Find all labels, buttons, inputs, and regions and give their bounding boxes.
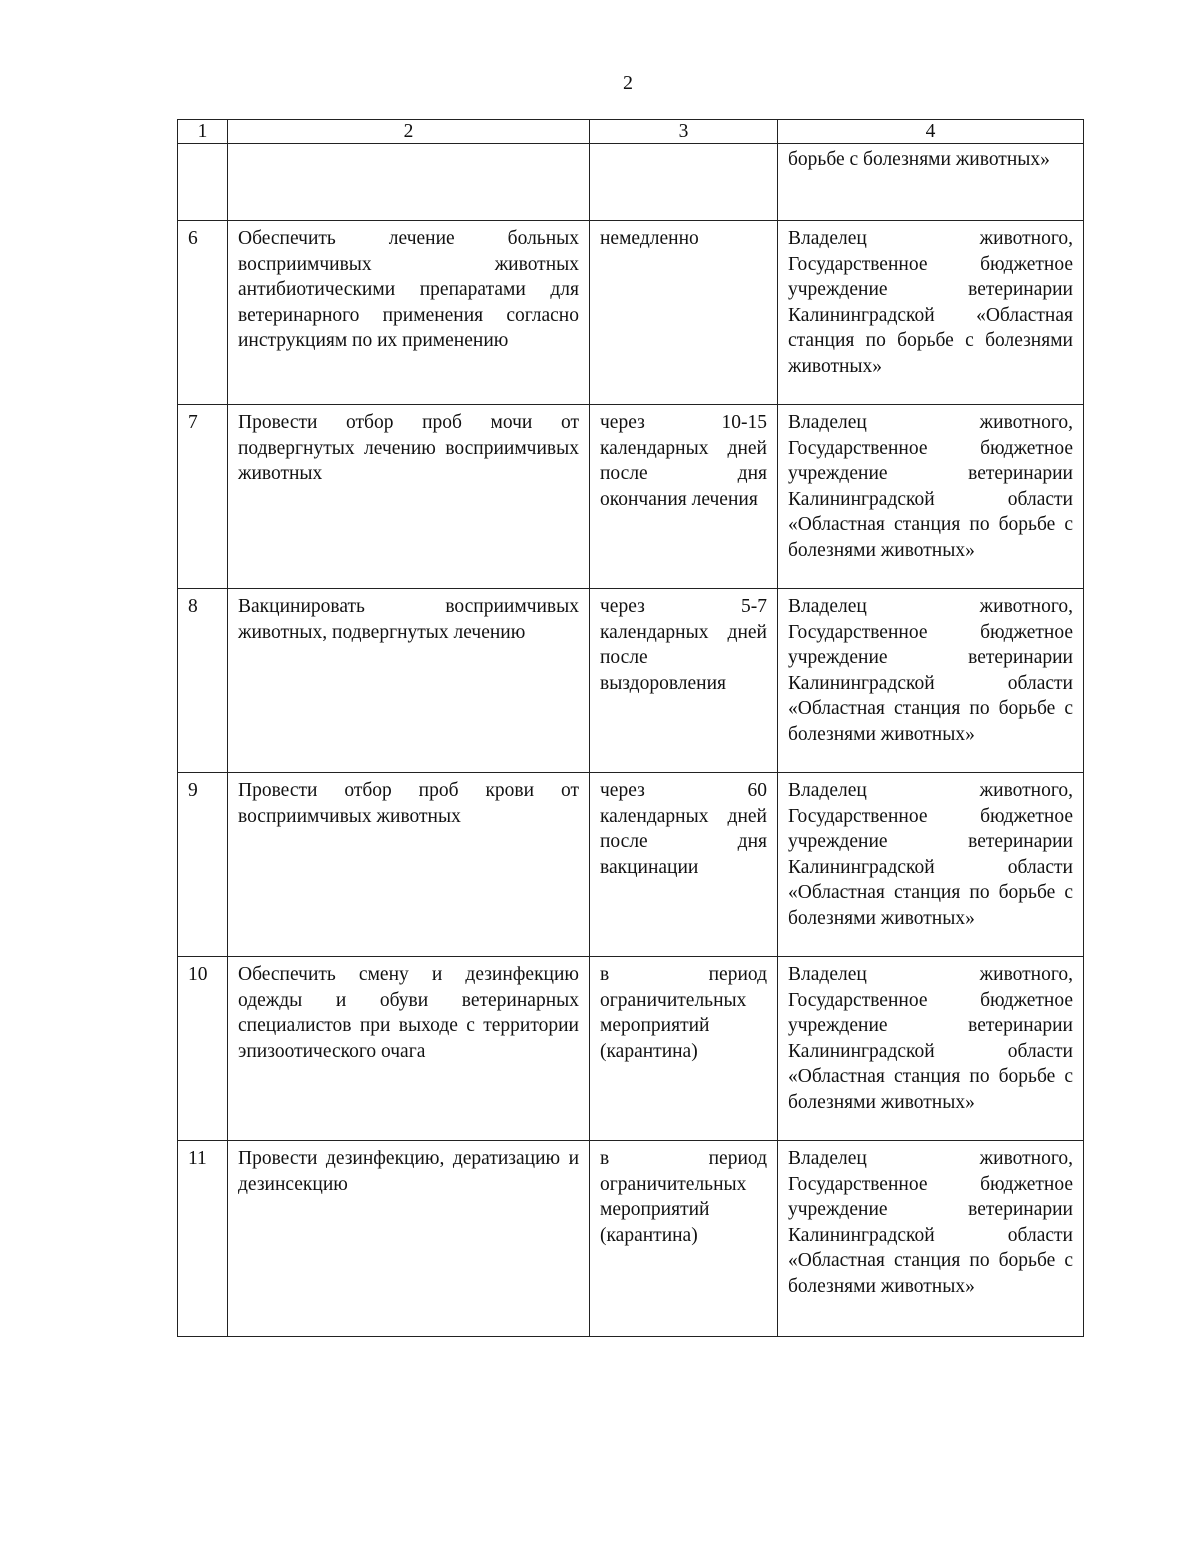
- measures-table: [177, 119, 1084, 1337]
- table-row-continuation: [178, 144, 1084, 221]
- row-action: Обеспечить смену и дезинфекцию одежды и обуви ветеринарных специалистов при выходе с территории эпизоотического очага: [228, 957, 590, 1141]
- row-deadline: в период ограничительных мероприятий (карантина): [590, 957, 778, 1141]
- header-col-2: 2: [228, 120, 590, 144]
- header-col-3: 3: [590, 120, 778, 144]
- row-action: [228, 144, 590, 221]
- row-responsible: Владелец животного, Государственное бюджетное учреждение ветеринарии Калининградской области «Областная станция по борьбе с болезнями животных»: [778, 1141, 1084, 1337]
- row-number: 7: [178, 405, 228, 589]
- row-action: Обеспечить лечение больных восприимчивых животных антибиотическими препаратами для ветеринарного применения согласно инструкциям по их применению: [228, 221, 590, 405]
- table-row: [178, 405, 1084, 589]
- row-responsible: Владелец животного, Государственное бюджетное учреждение ветеринарии Калининградской «Областная станция по борьбе с болезнями животных»: [778, 221, 1084, 405]
- table-row: [178, 221, 1084, 405]
- row-deadline: через 10-15 календарных дней после дня окончания лечения: [590, 405, 778, 589]
- row-number: 6: [178, 221, 228, 405]
- row-number: 8: [178, 589, 228, 773]
- row-number: 9: [178, 773, 228, 957]
- row-deadline: немедленно: [590, 221, 778, 405]
- row-deadline: через 60 календарных дней после дня вакцинации: [590, 773, 778, 957]
- table-row: [178, 1141, 1084, 1337]
- row-responsible: Владелец животного, Государственное бюджетное учреждение ветеринарии Калининградской области «Областная станция по борьбе с болезнями животных»: [778, 773, 1084, 957]
- row-number: 11: [178, 1141, 228, 1337]
- row-deadline: через 5-7 календарных дней после выздоровления: [590, 589, 778, 773]
- header-col-4: 4: [778, 120, 1084, 144]
- row-action: Провести отбор проб крови от восприимчивых животных: [228, 773, 590, 957]
- row-number: [178, 144, 228, 221]
- table-row: [178, 957, 1084, 1141]
- header-col-1: 1: [178, 120, 228, 144]
- table-row: [178, 773, 1084, 957]
- table-header-row: [178, 120, 1084, 144]
- row-number: 10: [178, 957, 228, 1141]
- row-action: Вакцинировать восприимчивых животных, подвергнутых лечению: [228, 589, 590, 773]
- row-responsible: Владелец животного, Государственное бюджетное учреждение ветеринарии Калининградской области «Областная станция по борьбе с болезнями животных»: [778, 405, 1084, 589]
- row-deadline: [590, 144, 778, 221]
- page-number: 2: [623, 72, 633, 94]
- row-responsible: Владелец животного, Государственное бюджетное учреждение ветеринарии Калининградской области «Областная станция по борьбе с болезнями животных»: [778, 589, 1084, 773]
- row-action: Провести отбор проб мочи от подвергнутых лечению восприимчивых животных: [228, 405, 590, 589]
- row-responsible: Владелец животного, Государственное бюджетное учреждение ветеринарии Калининградской области «Областная станция по борьбе с болезнями животных»: [778, 957, 1084, 1141]
- table-row: [178, 589, 1084, 773]
- row-responsible: борьбе с болезнями животных»: [778, 144, 1084, 221]
- row-deadline: в период ограничительных мероприятий (карантина): [590, 1141, 778, 1337]
- row-action: Провести дезинфекцию, дератизацию и дезинсекцию: [228, 1141, 590, 1337]
